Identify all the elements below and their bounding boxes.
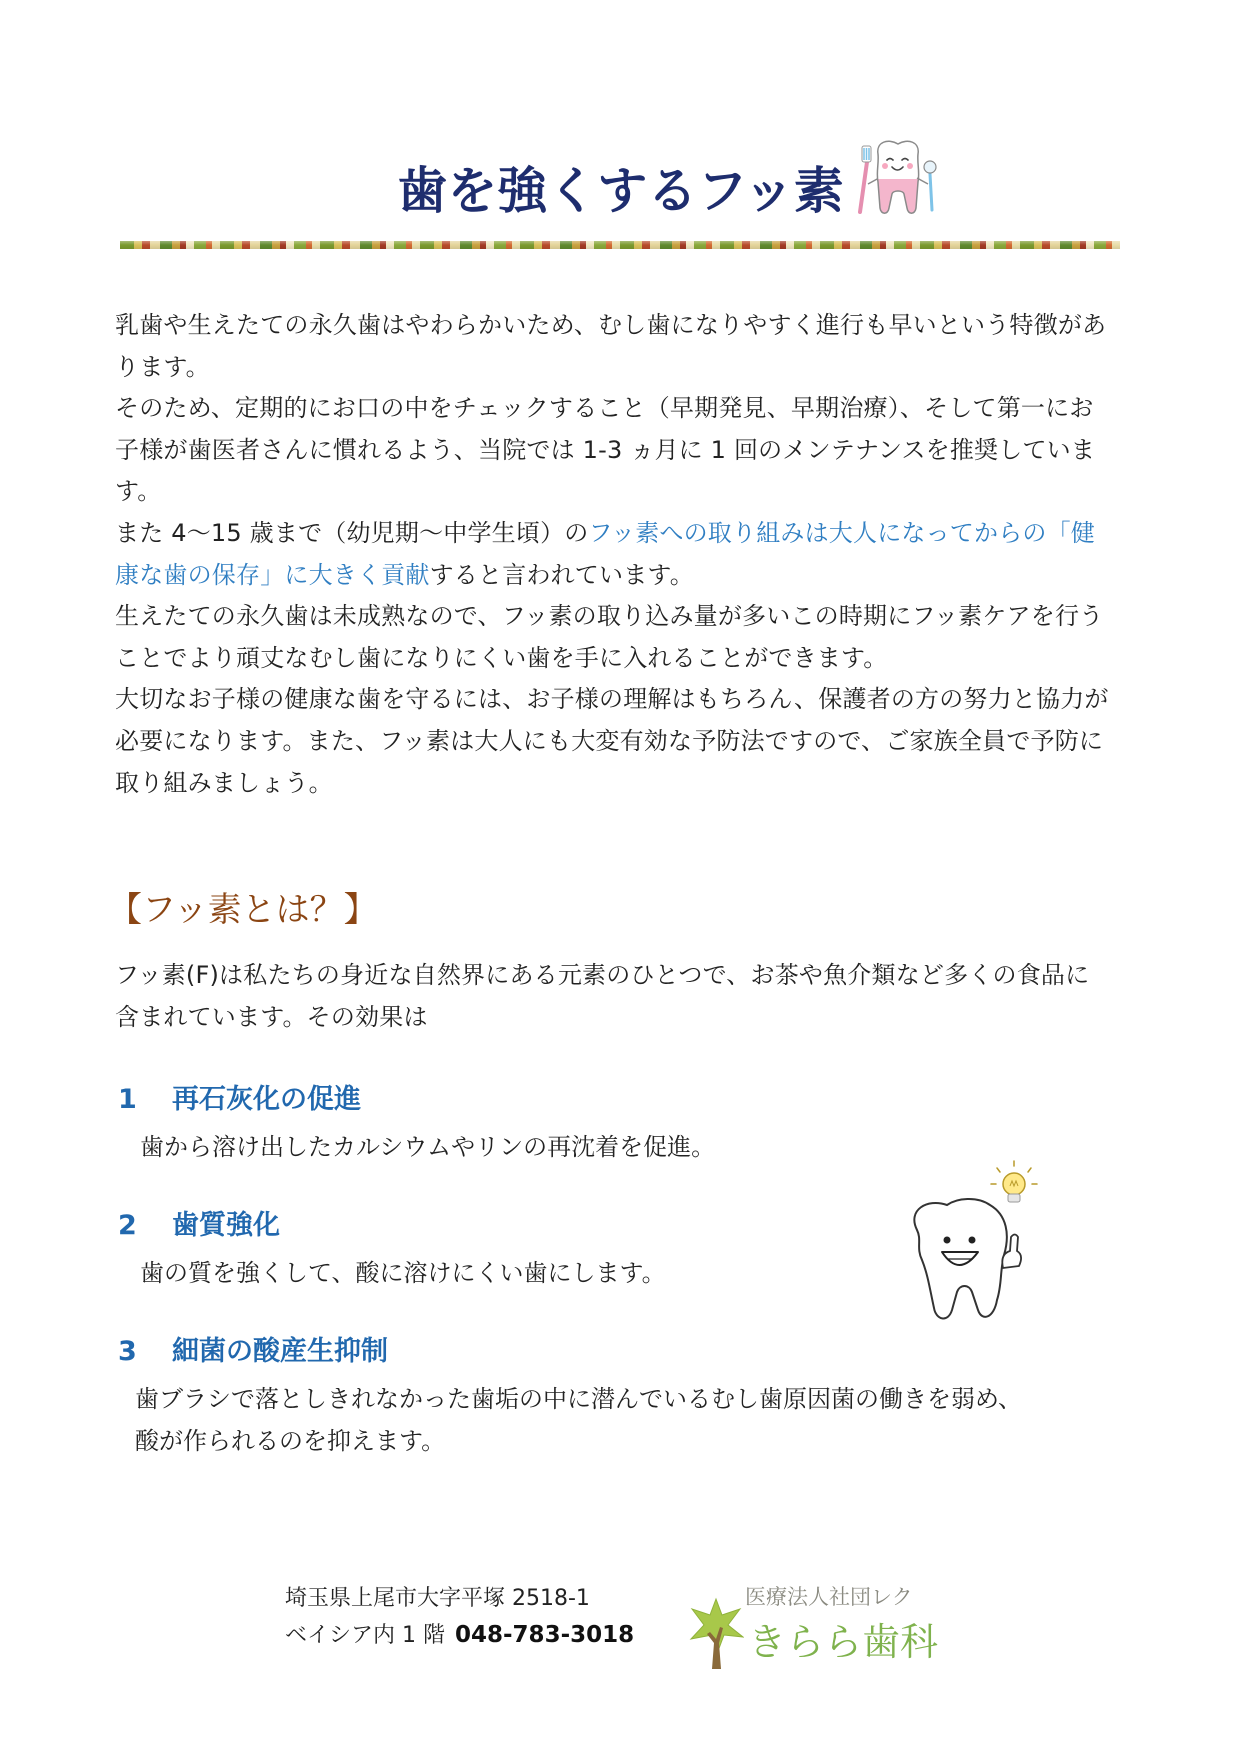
highlighted-text: 康な歯の保存」に大きく貢献 [115, 560, 430, 589]
intro-line [115, 471, 1109, 513]
effect-number: 1 [118, 1084, 137, 1115]
intro-line [115, 347, 1109, 389]
clinic-address: 埼玉県上尾市大字平塚 2518-1 [285, 1586, 590, 1611]
effect-number: 3 [118, 1336, 137, 1367]
tree-logo-icon [688, 1597, 744, 1669]
clinic-name-logo: きらら歯科 [748, 1620, 939, 1664]
text-segment: 大切なお子様の健康な歯を守るには、お子様の理解はもちろん、保護者の方の努力と協力が [115, 685, 1109, 714]
text-segment: 生えたての永久歯は未成熟なので、フッ素の取り込み量が多いこの時期にフッ素ケアを行う [115, 602, 1104, 631]
text-segment: そのため、定期的にお口の中をチェックすること（早期発見、早期治療）、そして第一にお [115, 394, 1094, 423]
page-title: 歯を強くするフッ素 [397, 162, 844, 220]
intro-line [115, 721, 1109, 763]
dental-mirror-icon [917, 161, 936, 210]
text-segment: 必要になります。また、フッ素は大人にも大変有効な予防法ですので、ご家族全員で予防に [115, 726, 1104, 755]
effect-title: 再石灰化の促進 [172, 1084, 361, 1115]
effect-description-line: 歯から溶け出したカルシウムやリンの再沈着を促進。 [140, 1133, 716, 1161]
effect-item [118, 1082, 1018, 1208]
tree-logo-graphic [688, 1597, 744, 1669]
highlighted-text: フッ素への取り組みは大人になってからの「健 [588, 518, 1095, 547]
text-segment: すると言われています。 [429, 560, 694, 589]
effect-heading [118, 1334, 1018, 1370]
effect-item [118, 1334, 1023, 1462]
intro-line [115, 513, 1109, 555]
intro-line [115, 305, 1109, 347]
effect-number: 2 [118, 1210, 137, 1241]
toothbrush-icon [860, 146, 879, 212]
tooth-mascot-icon [848, 132, 943, 220]
section-paragraph [115, 954, 1089, 1038]
effect-title: 細菌の酸産生抑制 [172, 1336, 388, 1367]
text-segment: 取り組みましょう。 [115, 768, 333, 797]
tooth-mascot-graphic [848, 132, 943, 220]
decorative-divider [120, 241, 1120, 249]
intro-line [115, 596, 1109, 638]
effect-title: 歯質強化 [172, 1210, 280, 1241]
intro-line [115, 763, 1109, 805]
effect-heading [118, 1208, 1018, 1244]
intro-line [115, 555, 1109, 597]
effect-description-line: 酸が作られるのを抑えます。 [135, 1427, 446, 1455]
clinic-phone: 048-783-3018 [455, 1622, 635, 1648]
section-line: フッ素(F)は私たちの身近な自然界にある元素のひとつで、お茶や魚介類など多くの食品に [115, 961, 1090, 989]
tooth-illustration-graphic [902, 1160, 1042, 1330]
text-segment: また 4〜15 歳まで（幼児期〜中学生頃）の [115, 518, 589, 547]
intro-line [115, 388, 1109, 430]
effect-description-line: 歯の質を強くして、酸に溶けにくい歯にします。 [140, 1259, 666, 1287]
text-segment: ります。 [115, 352, 210, 381]
text-segment: す。 [115, 477, 162, 506]
effect-description [140, 1126, 1018, 1168]
clinic-organization: 医療法人社団レク [745, 1585, 913, 1609]
tooth-thumbs-up-icon [902, 1160, 1042, 1330]
section-heading: 【フッ素とは？】 [108, 890, 378, 930]
text-segment: ことでより頑丈なむし歯になりにくい歯を手に入れることができます。 [115, 643, 888, 672]
intro-line [115, 638, 1109, 680]
effect-description-line: 歯ブラシで落としきれなかった歯垢の中に潜んでいるむし歯原因菌の働きを弱め、 [135, 1385, 1023, 1413]
section-line: 含まれています。その効果は [115, 1003, 428, 1031]
intro-line [115, 430, 1109, 472]
effect-heading [118, 1082, 1018, 1118]
effects-list [118, 1082, 1023, 1462]
lightbulb-icon [991, 1161, 1037, 1202]
intro-line [115, 679, 1109, 721]
text-segment: 乳歯や生えたての永久歯はやわらかいため、むし歯になりやすく進行も早いという特徴があ [115, 311, 1107, 339]
effect-item [118, 1208, 1018, 1334]
intro-paragraph [115, 305, 1109, 804]
effect-description [140, 1252, 1018, 1294]
text-segment: 子様が歯医者さんに慣れるよう、当院では 1-3 ヵ月に 1 回のメンテナンスを推奨していま [115, 435, 1096, 464]
effect-description [135, 1378, 1023, 1462]
clinic-location: ベイシア内 1 階 [285, 1623, 445, 1648]
